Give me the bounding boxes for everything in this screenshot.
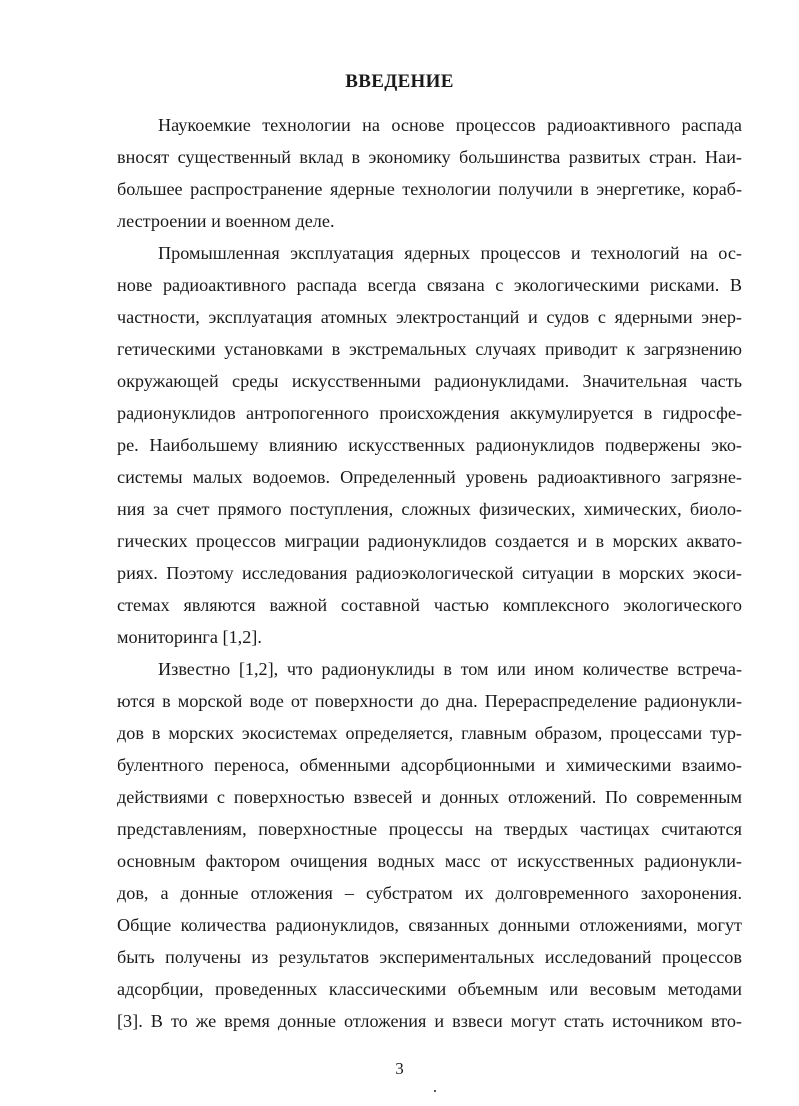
scan-speck bbox=[434, 1090, 436, 1092]
page-number: 3 bbox=[395, 1059, 404, 1078]
paragraph-3-line-9: Общие количества радионуклидов, связанных донными отложениями, могут bbox=[117, 915, 742, 935]
paragraph-3-line-7: основным фактором очищения водных масс от искусственных радионукли- bbox=[117, 851, 742, 871]
paragraph-2-line-2: нове радиоактивного распада всегда связана с экологическими рисками. В bbox=[117, 275, 742, 295]
paragraph-1-line-1: Наукоемкие технологии на основе процессов радиоактивного распада bbox=[158, 115, 742, 135]
paragraph-2-line-3: частности, эксплуатация атомных электростанций и судов с ядерными энер- bbox=[117, 307, 742, 327]
paragraph-3-line-5: действиями с поверхностью взвесей и донных отложений. По современным bbox=[117, 787, 742, 807]
paragraph-3-line-6: представлениям, поверхностные процессы на твердых частицах считаются bbox=[117, 819, 742, 839]
paragraph-2-line-1: Промышленная эксплуатация ядерных процессов и технологий на ос- bbox=[158, 243, 742, 263]
paragraph-1-line-3: большее распространение ядерные технологии получили в энергетике, кораб- bbox=[117, 179, 742, 199]
paragraph-3-line-4: булентного переноса, обменными адсорбционными и химическими взаимо- bbox=[117, 755, 742, 775]
paragraph-1-line-4: лестроении и военном деле. bbox=[117, 211, 335, 231]
paragraph-2-line-6: радионуклидов антропогенного происхождения аккумулируется в гидросфе- bbox=[117, 403, 742, 423]
paragraph-3-line-3: дов в морских экосистемах определяется, главным образом, процессами тур- bbox=[117, 723, 742, 743]
paragraph-3-line-2: ются в морской воде от поверхности до дна. Перераспределение радионукли- bbox=[117, 691, 742, 711]
paragraph-2-line-5: окружающей среды искусственными радионуклидами. Значительная часть bbox=[117, 371, 742, 391]
paragraph-2-line-8: системы малых водоемов. Определенный уровень радиоактивного загрязне- bbox=[117, 467, 742, 487]
paragraph-2-line-4: гетическими установками в экстремальных случаях приводит к загрязнению bbox=[117, 339, 742, 359]
page-heading: ВВЕДЕНИЕ bbox=[345, 71, 454, 92]
paragraph-2-line-13: мониторинга [1,2]. bbox=[117, 627, 262, 647]
paragraph-3-line-8: дов, а донные отложения – субстратом их долговременного захоронения. bbox=[117, 883, 742, 903]
paragraph-2-line-7: ре. Наибольшему влиянию искусственных радионуклидов подвержены эко- bbox=[117, 435, 742, 455]
paragraph-3-line-12: [3]. В то же время донные отложения и взвеси могут стать источником вто- bbox=[117, 1011, 742, 1031]
paragraph-2-line-9: ния за счет прямого поступления, сложных физических, химических, биоло- bbox=[117, 499, 742, 519]
paragraph-3-line-1: Известно [1,2], что радионуклиды в том или ином количестве встреча- bbox=[158, 659, 742, 679]
paragraph-2-line-10: гических процессов миграции радионуклидов создается и в морских аквато- bbox=[117, 531, 742, 551]
paragraph-3-line-11: адсорбции, проведенных классическими объемным или весовым методами bbox=[117, 979, 742, 999]
paragraph-2-line-12: стемах являются важной составной частью комплексного экологического bbox=[117, 595, 742, 615]
paragraph-1-line-2: вносят существенный вклад в экономику большинства развитых стран. Наи- bbox=[117, 147, 742, 167]
paragraph-3-line-10: быть получены из результатов экспериментальных исследований процессов bbox=[117, 947, 742, 967]
paragraph-2-line-11: риях. Поэтому исследования радиоэкологической ситуации в морских экоси- bbox=[117, 563, 742, 583]
